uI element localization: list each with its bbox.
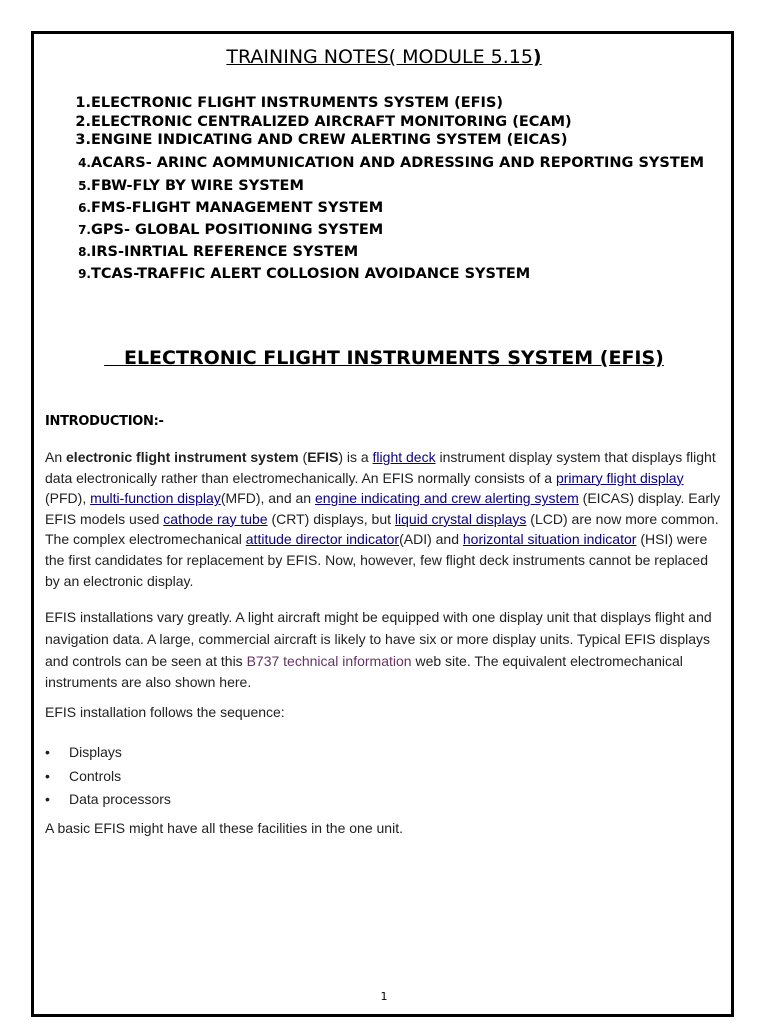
text-run: EFIS installations vary greatly. A light aircraft might be equipped with one display unit that displays flight and navigation data. A large, commercial aircraft is likely to have six or more display units. Typical EFIS displays and controls can be seen at this bbox=[45, 609, 712, 669]
toc-item bbox=[65, 153, 705, 175]
list-item bbox=[45, 765, 171, 789]
toc-item-number: 1. bbox=[75, 95, 91, 111]
intro-paragraph bbox=[45, 447, 725, 591]
page-number: 1 bbox=[380, 990, 388, 1003]
text-run: (MFD), and an bbox=[220, 490, 315, 507]
toc-item-number: 4. bbox=[78, 155, 91, 170]
bullet-icon: • bbox=[45, 744, 50, 760]
toc-item bbox=[65, 113, 705, 132]
toc-item bbox=[65, 131, 705, 150]
toc-item-number: 7. bbox=[78, 223, 91, 237]
bullet-icon: • bbox=[45, 767, 50, 784]
sequence-list bbox=[45, 741, 171, 812]
toc-item-text: ENGINE INDICATING AND CREW ALERTING SYSTEM (EICAS) bbox=[91, 132, 568, 148]
bold-term: electronic flight instrument system bbox=[66, 449, 299, 465]
toc-item-text: ACARS- ARINC AOMMUNICATION AND ADRESSING AND REPORTING SYSTEM bbox=[91, 154, 705, 171]
list-item bbox=[45, 788, 171, 812]
toc-item-number: 2. bbox=[75, 113, 91, 130]
text-run: An bbox=[45, 449, 67, 465]
document-title bbox=[0, 46, 768, 68]
list-item-text: Data processors bbox=[69, 791, 171, 807]
toc-item bbox=[65, 221, 705, 240]
closing-paragraph: A basic EFIS might have all these facilities in the one unit. bbox=[45, 820, 403, 836]
text-run: (PFD), bbox=[45, 490, 91, 507]
link-multi-function-display[interactable]: multi-function display bbox=[90, 490, 221, 507]
intro-heading: INTRODUCTION:- bbox=[45, 414, 164, 429]
link-flight-deck[interactable]: flight deck bbox=[372, 449, 436, 465]
toc-item-number: 9. bbox=[78, 267, 91, 281]
toc-item bbox=[65, 199, 705, 218]
link-primary-flight-display[interactable]: primary flight display bbox=[555, 469, 684, 486]
text-run: web site. The equivalent electromechanical instruments are also shown here. bbox=[45, 652, 683, 691]
toc-item-text: FBW-FLY BY WIRE SYSTEM bbox=[91, 178, 304, 194]
link-liquid-crystal-displays[interactable]: liquid crystal displays bbox=[394, 510, 527, 527]
list-item-text: Controls bbox=[69, 767, 122, 784]
toc-item-number: 3. bbox=[75, 132, 91, 148]
toc-item-text: ELECTRONIC CENTRALIZED AIRCRAFT MONITORING (ECAM) bbox=[91, 113, 572, 130]
bold-term: EFIS bbox=[307, 449, 339, 465]
list-item-text: Displays bbox=[69, 744, 122, 760]
toc-item-text: TCAS-TRAFFIC ALERT COLLOSION AVOIDANCE SYSTEM bbox=[91, 266, 531, 282]
text-run: (LCD) are now more common. The complex electromechanical bbox=[45, 510, 719, 548]
link-cathode-ray-tube[interactable]: cathode ray tube bbox=[163, 510, 268, 527]
text-run: instrument display system that displays flight data electronically rather than electromechanically. An EFIS normally consists of a bbox=[45, 449, 716, 486]
link-b737-technical-information[interactable]: B737 technical information bbox=[246, 652, 412, 669]
toc-item bbox=[65, 243, 705, 262]
toc-item bbox=[65, 94, 705, 113]
toc-item-number: 8. bbox=[78, 245, 91, 259]
bullet-icon: • bbox=[45, 791, 50, 807]
installations-paragraph bbox=[45, 607, 725, 694]
list-item bbox=[45, 741, 171, 765]
toc-item-text: FMS-FLIGHT MANAGEMENT SYSTEM bbox=[91, 200, 384, 216]
text-run: (CRT) displays, but bbox=[267, 510, 395, 527]
link-horizontal-situation-indicator[interactable]: horizontal situation indicator bbox=[462, 531, 637, 548]
toc-item-text: GPS- GLOBAL POSITIONING SYSTEM bbox=[91, 222, 384, 238]
text-run: ( bbox=[298, 449, 308, 465]
section-title: ELECTRONIC FLIGHT INSTRUMENTS SYSTEM (EFIS) bbox=[104, 347, 664, 369]
toc-item bbox=[65, 177, 705, 196]
toc-item-number: 5. bbox=[78, 179, 91, 193]
text-run: (ADI) and bbox=[399, 531, 463, 548]
toc-item-text: ELECTRONIC FLIGHT INSTRUMENTS SYSTEM (EFIS) bbox=[91, 95, 504, 111]
link-attitude-director-indicator[interactable]: attitude director indicator bbox=[245, 531, 400, 548]
link-eicas[interactable]: engine indicating and crew alerting system bbox=[314, 490, 579, 507]
sequence-paragraph: EFIS installation follows the sequence: bbox=[45, 704, 285, 720]
document-title-text: TRAINING NOTES( MODULE 5.15 bbox=[226, 46, 533, 68]
table-of-contents bbox=[65, 94, 705, 284]
text-run: ) is a bbox=[338, 449, 373, 465]
text-run: (HSI) were the first candidates for replacement by EFIS. Now, however, few flight deck instruments cannot be replaced by an electronic display. bbox=[45, 531, 709, 589]
toc-item-text: IRS-INRTIAL REFERENCE SYSTEM bbox=[91, 244, 359, 260]
toc-item-number: 6. bbox=[78, 201, 91, 215]
toc-item bbox=[65, 265, 705, 284]
document-title-paren: ) bbox=[532, 46, 542, 68]
text-run: (EICAS) display. Early EFIS models used bbox=[45, 490, 721, 527]
